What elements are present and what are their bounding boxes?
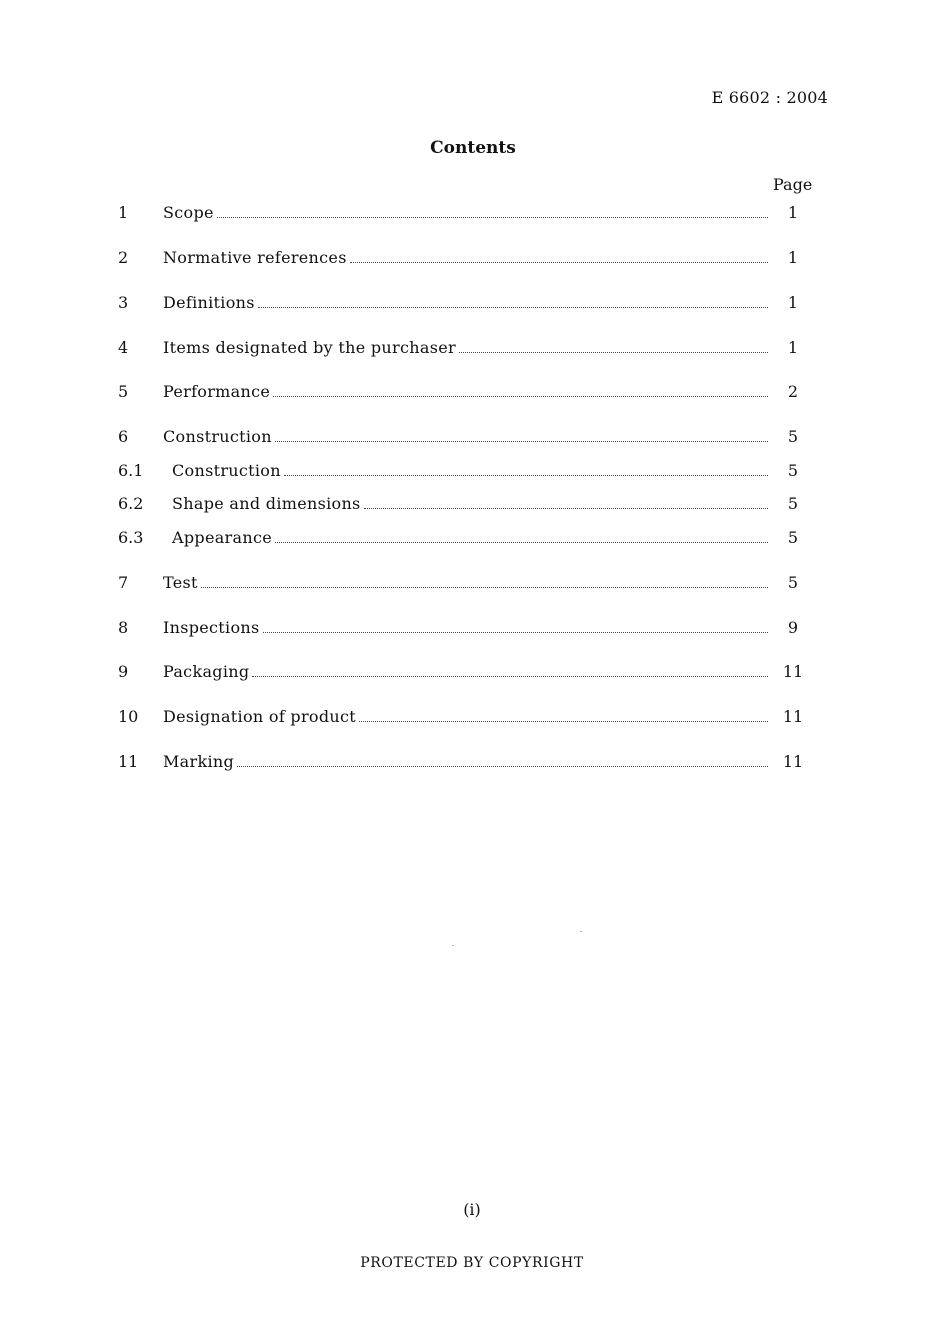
toc-page: 5 <box>787 461 799 480</box>
dot-leader <box>359 721 768 722</box>
dot-leader <box>237 766 768 767</box>
toc-number: 1 <box>118 203 129 222</box>
toc-title: Packaging <box>163 662 250 681</box>
dot-leader <box>273 396 768 397</box>
copyright-notice: PROTECTED BY COPYRIGHT <box>360 1255 584 1271</box>
toc-entry-9[interactable] <box>118 661 808 683</box>
dot-leader <box>263 632 768 633</box>
toc-number: 6.1 <box>118 461 144 480</box>
contents-title: Contents <box>430 138 516 158</box>
toc-number: 8 <box>118 618 129 637</box>
toc-entry-10[interactable] <box>118 706 808 728</box>
toc-page: 11 <box>782 662 804 681</box>
toc-page: 5 <box>787 528 799 547</box>
toc-number: 3 <box>118 293 129 312</box>
toc-entry-5[interactable] <box>118 381 808 403</box>
toc-page: 5 <box>787 427 799 446</box>
dot-leader <box>252 676 768 677</box>
toc-number: 7 <box>118 573 129 592</box>
toc-entry-1[interactable] <box>118 202 808 224</box>
toc-entry-7[interactable] <box>118 572 808 594</box>
toc-page: 11 <box>782 707 804 726</box>
toc-number: 6.3 <box>118 528 144 547</box>
toc-page: 1 <box>787 293 799 312</box>
toc-number: 6 <box>118 427 129 446</box>
page-numeral: (i) <box>463 1200 481 1219</box>
toc-number: 11 <box>118 752 139 771</box>
toc-entry-8[interactable] <box>118 617 808 639</box>
toc-title: Performance <box>163 382 271 401</box>
dot-leader <box>284 475 768 476</box>
toc-number: 6.2 <box>118 494 144 513</box>
toc-page: 1 <box>787 338 799 357</box>
dot-leader <box>364 508 768 509</box>
toc-number: 10 <box>118 707 139 726</box>
toc-title: Test <box>163 573 198 592</box>
toc-entry-6-2[interactable] <box>118 493 808 515</box>
page-column-label: Page <box>773 175 813 194</box>
toc-page: 5 <box>787 573 799 592</box>
toc-title: Construction <box>163 427 272 446</box>
toc-title: Construction <box>172 461 281 480</box>
dot-leader <box>201 587 768 588</box>
dot-leader <box>350 262 768 263</box>
toc-entry-2[interactable] <box>118 247 808 269</box>
toc-entry-6-1[interactable] <box>118 460 808 482</box>
toc-entry-4[interactable] <box>118 337 808 359</box>
toc-title: Items designated by the purchaser <box>163 338 456 357</box>
toc-entry-6[interactable] <box>118 426 808 448</box>
toc-number: 5 <box>118 382 129 401</box>
toc-title: Designation of product <box>163 707 356 726</box>
toc-page: 5 <box>787 494 799 513</box>
toc-title: Shape and dimensions <box>172 494 361 513</box>
toc-title: Inspections <box>163 618 260 637</box>
dot-leader <box>258 307 768 308</box>
toc-page: 1 <box>787 248 799 267</box>
toc-title: Definitions <box>163 293 255 312</box>
dot-leader <box>459 352 768 353</box>
dot-leader <box>217 217 768 218</box>
toc-entry-11[interactable] <box>118 751 808 773</box>
toc-title: Normative references <box>163 248 347 267</box>
dot-leader <box>275 542 768 543</box>
toc-number: 2 <box>118 248 129 267</box>
toc-number: 4 <box>118 338 129 357</box>
toc-title: Marking <box>163 752 235 771</box>
toc-page: 1 <box>787 203 799 222</box>
toc-title: Appearance <box>172 528 272 547</box>
toc-title: Scope <box>163 203 214 222</box>
toc-entry-6-3[interactable] <box>118 527 808 549</box>
toc-number: 9 <box>118 662 129 681</box>
toc-page: 2 <box>787 382 799 401</box>
toc-page: 9 <box>787 618 799 637</box>
toc-page: 11 <box>782 752 804 771</box>
doc-number: E 6602 : 2004 <box>711 88 828 107</box>
dot-leader <box>275 441 768 442</box>
toc-entry-3[interactable] <box>118 292 808 314</box>
